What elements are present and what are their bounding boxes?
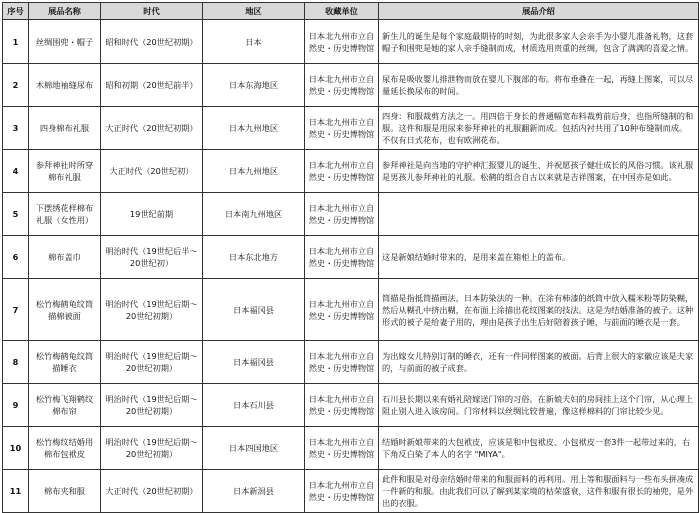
exhibit-intro: 此件和服是对母亲结婚时带来的和服面料的再利用。用上等和服面料与一些布头拼凑成一件新的和服。由此我们可以了解到某家境的枯荣盛衰，这件和服有很长的袖兜，是外出的衣服。 <box>379 470 699 513</box>
exhibit-era: 大正时代（20世纪初期） <box>101 107 203 150</box>
exhibit-collector: 日本北九州市立自然史・历史博物馆 <box>305 279 379 341</box>
row-number: 5 <box>3 193 29 236</box>
exhibit-region: 日本福冈县 <box>203 279 305 341</box>
exhibit-era: 昭和初期（20世纪前半） <box>101 64 203 107</box>
exhibit-region: 日本九州地区 <box>203 107 305 150</box>
row-number: 9 <box>3 384 29 427</box>
exhibit-intro: 新生儿的诞生是每个家庭最期待的时刻，为此很多家人会亲手为小婴儿准备礼物，这套帽子和围兜是她的家人亲手缝制而成，材质选用贵重的丝绸，包含了满满的喜爱之情。 <box>379 20 699 64</box>
row-number: 8 <box>3 341 29 384</box>
exhibit-region: 日本新潟县 <box>203 470 305 513</box>
table-row <box>3 384 699 427</box>
exhibit-name: 松竹梅纹结婚用棉布包袱皮 <box>29 427 101 470</box>
exhibit-region: 日本九州地区 <box>203 150 305 193</box>
table-row <box>3 427 699 470</box>
exhibit-collector: 日本北九州市立自然史・历史博物馆 <box>305 236 379 279</box>
exhibit-collector: 日本北九州市立自然史・历史博物馆 <box>305 427 379 470</box>
exhibit-intro: 参拜神社是向当地的守护神汇报婴儿的诞生、并祝愿孩子健壮成长的风俗习惯。该礼服是男孩儿参拜神社的礼服。松鹤的组合自古以来就是吉祥图案，在中国亦是如此。 <box>379 150 699 193</box>
header-region: 地区 <box>203 3 305 20</box>
exhibit-collector: 日本北九州市立自然史・历史博物馆 <box>305 150 379 193</box>
table-row <box>3 279 699 341</box>
exhibit-region: 日本四国地区 <box>203 427 305 470</box>
exhibit-name: 四身棉布礼服 <box>29 107 101 150</box>
table-row <box>3 150 699 193</box>
row-number: 4 <box>3 150 29 193</box>
exhibit-era: 昭和时代（20世纪初期） <box>101 20 203 64</box>
exhibit-intro: 石川县长期以来有婚礼陪嫁送门帘的习俗。在新娘夫妇的房间挂上这个门帘，从心理上阻止别人进入该房间。门帘材料以丝绸比较普遍，像这样棉料的门帘比较少见。 <box>379 384 699 427</box>
exhibit-intro: 筒描是指抵筒描画法，日本防染法的一种。在涂有柿漆的纸筒中放入糯米粉等防染糊，然后从糊孔中挤出糊，在布面上涂描出花纹图案的技法。这是为结婚准备的被子。这种形式的被子是给妻子用的，理由是孩子出生后好陪着孩子睡，与前面的睡衣是一套。 <box>379 279 699 341</box>
exhibit-name: 参拜神社时所穿棉布礼服 <box>29 150 101 193</box>
exhibit-name: 棉布夹和服 <box>29 470 101 513</box>
header-name: 展品名称 <box>29 3 101 20</box>
exhibit-collector: 日本北九州市立自然史・历史博物馆 <box>305 20 379 64</box>
exhibit-era: 大正时代（20世纪初） <box>101 150 203 193</box>
row-number: 3 <box>3 107 29 150</box>
exhibit-era: 明治时代（19世纪后期～20世纪初期） <box>101 427 203 470</box>
exhibit-region: 日本东海地区 <box>203 64 305 107</box>
exhibit-name: 松竹梅鹤龟纹筒描棉被面 <box>29 279 101 341</box>
exhibit-intro: 尿布是吸收婴儿排泄物而放在婴儿下腹部的布。将布垂叠在一起，再缝上图案，可以尽量延长换尿布的时间。 <box>379 64 699 107</box>
exhibit-region: 日本 <box>203 20 305 64</box>
exhibit-intro: 四身：和服裁剪方法之一。用四倍于身长的普通幅宽布料裁剪前后身，也指所缝制的和服。这件和服是用尿来参拜神社的礼服翻新而成。包括内衬共用了10种布缝制而成。不仅有日式花布，也有欧洲花布。 <box>379 107 699 150</box>
row-number: 2 <box>3 64 29 107</box>
table-row <box>3 20 699 64</box>
exhibit-intro: 为出嫁女儿特别订制的睡衣，还有一件同样图案的被面。后背上很大的家徽应该是夫家的，与前面的被子成套。 <box>379 341 699 384</box>
exhibit-era: 明治时代（19世纪后半～20世纪初） <box>101 236 203 279</box>
exhibit-era: 明治时代（19世纪后期～20世纪初期） <box>101 279 203 341</box>
exhibit-name: 下摆绣花样棉布礼服（女性用） <box>29 193 101 236</box>
exhibit-name: 棉布盖巾 <box>29 236 101 279</box>
exhibit-era: 19世纪前期 <box>101 193 203 236</box>
exhibit-region: 日本石川县 <box>203 384 305 427</box>
header-row <box>3 3 699 20</box>
exhibit-era: 大正时代（20世纪初期） <box>101 470 203 513</box>
exhibit-name: 木棉地袖缝尿布 <box>29 64 101 107</box>
exhibit-collector: 日本北九州市立自然史・历史博物馆 <box>305 341 379 384</box>
exhibit-intro <box>379 193 699 236</box>
exhibit-collector: 日本北九州市立自然史・历史博物馆 <box>305 470 379 513</box>
header-collector: 收藏单位 <box>305 3 379 20</box>
exhibit-era: 明治时代（19世纪后期～20世纪初期） <box>101 341 203 384</box>
header-intro: 展品介绍 <box>379 3 699 20</box>
exhibit-era: 明治时代（19世纪后期～20世纪初期） <box>101 384 203 427</box>
exhibit-collector: 日本北九州市立自然史・历史博物馆 <box>305 107 379 150</box>
exhibit-intro: 结婚时新娘带来的大包袱皮，应该是和中包袱皮、小包袱皮一套3件一起带过来的，右下角反白染了本人的名字 "MIYA"。 <box>379 427 699 470</box>
row-number: 11 <box>3 470 29 513</box>
exhibit-name: 松竹梅鹤龟纹筒描睡衣 <box>29 341 101 384</box>
exhibit-collector: 日本北九州市立自然史・历史博物馆 <box>305 193 379 236</box>
exhibit-collector: 日本北九州市立自然史・历史博物馆 <box>305 384 379 427</box>
table-row <box>3 341 699 384</box>
exhibit-region: 日本南九州地区 <box>203 193 305 236</box>
exhibit-region: 日本东北地方 <box>203 236 305 279</box>
table-row <box>3 107 699 150</box>
exhibit-name: 丝绸围兜・帽子 <box>29 20 101 64</box>
row-number: 7 <box>3 279 29 341</box>
table-row <box>3 64 699 107</box>
exhibit-intro: 这是新娘结婚时带来的，是用来盖在箱柜上的盖布。 <box>379 236 699 279</box>
header-era: 时代 <box>101 3 203 20</box>
exhibit-region: 日本福冈县 <box>203 341 305 384</box>
row-number: 6 <box>3 236 29 279</box>
table-row <box>3 236 699 279</box>
row-number: 1 <box>3 20 29 64</box>
table-header <box>3 3 699 20</box>
exhibit-table <box>2 2 699 513</box>
row-number: 10 <box>3 427 29 470</box>
table-row <box>3 470 699 513</box>
header-number: 序号 <box>3 3 29 20</box>
table-row <box>3 193 699 236</box>
exhibit-collector: 日本北九州市立自然史・历史博物馆 <box>305 64 379 107</box>
table-body <box>3 20 699 513</box>
exhibit-name: 松竹梅飞翔鹤纹棉布帘 <box>29 384 101 427</box>
